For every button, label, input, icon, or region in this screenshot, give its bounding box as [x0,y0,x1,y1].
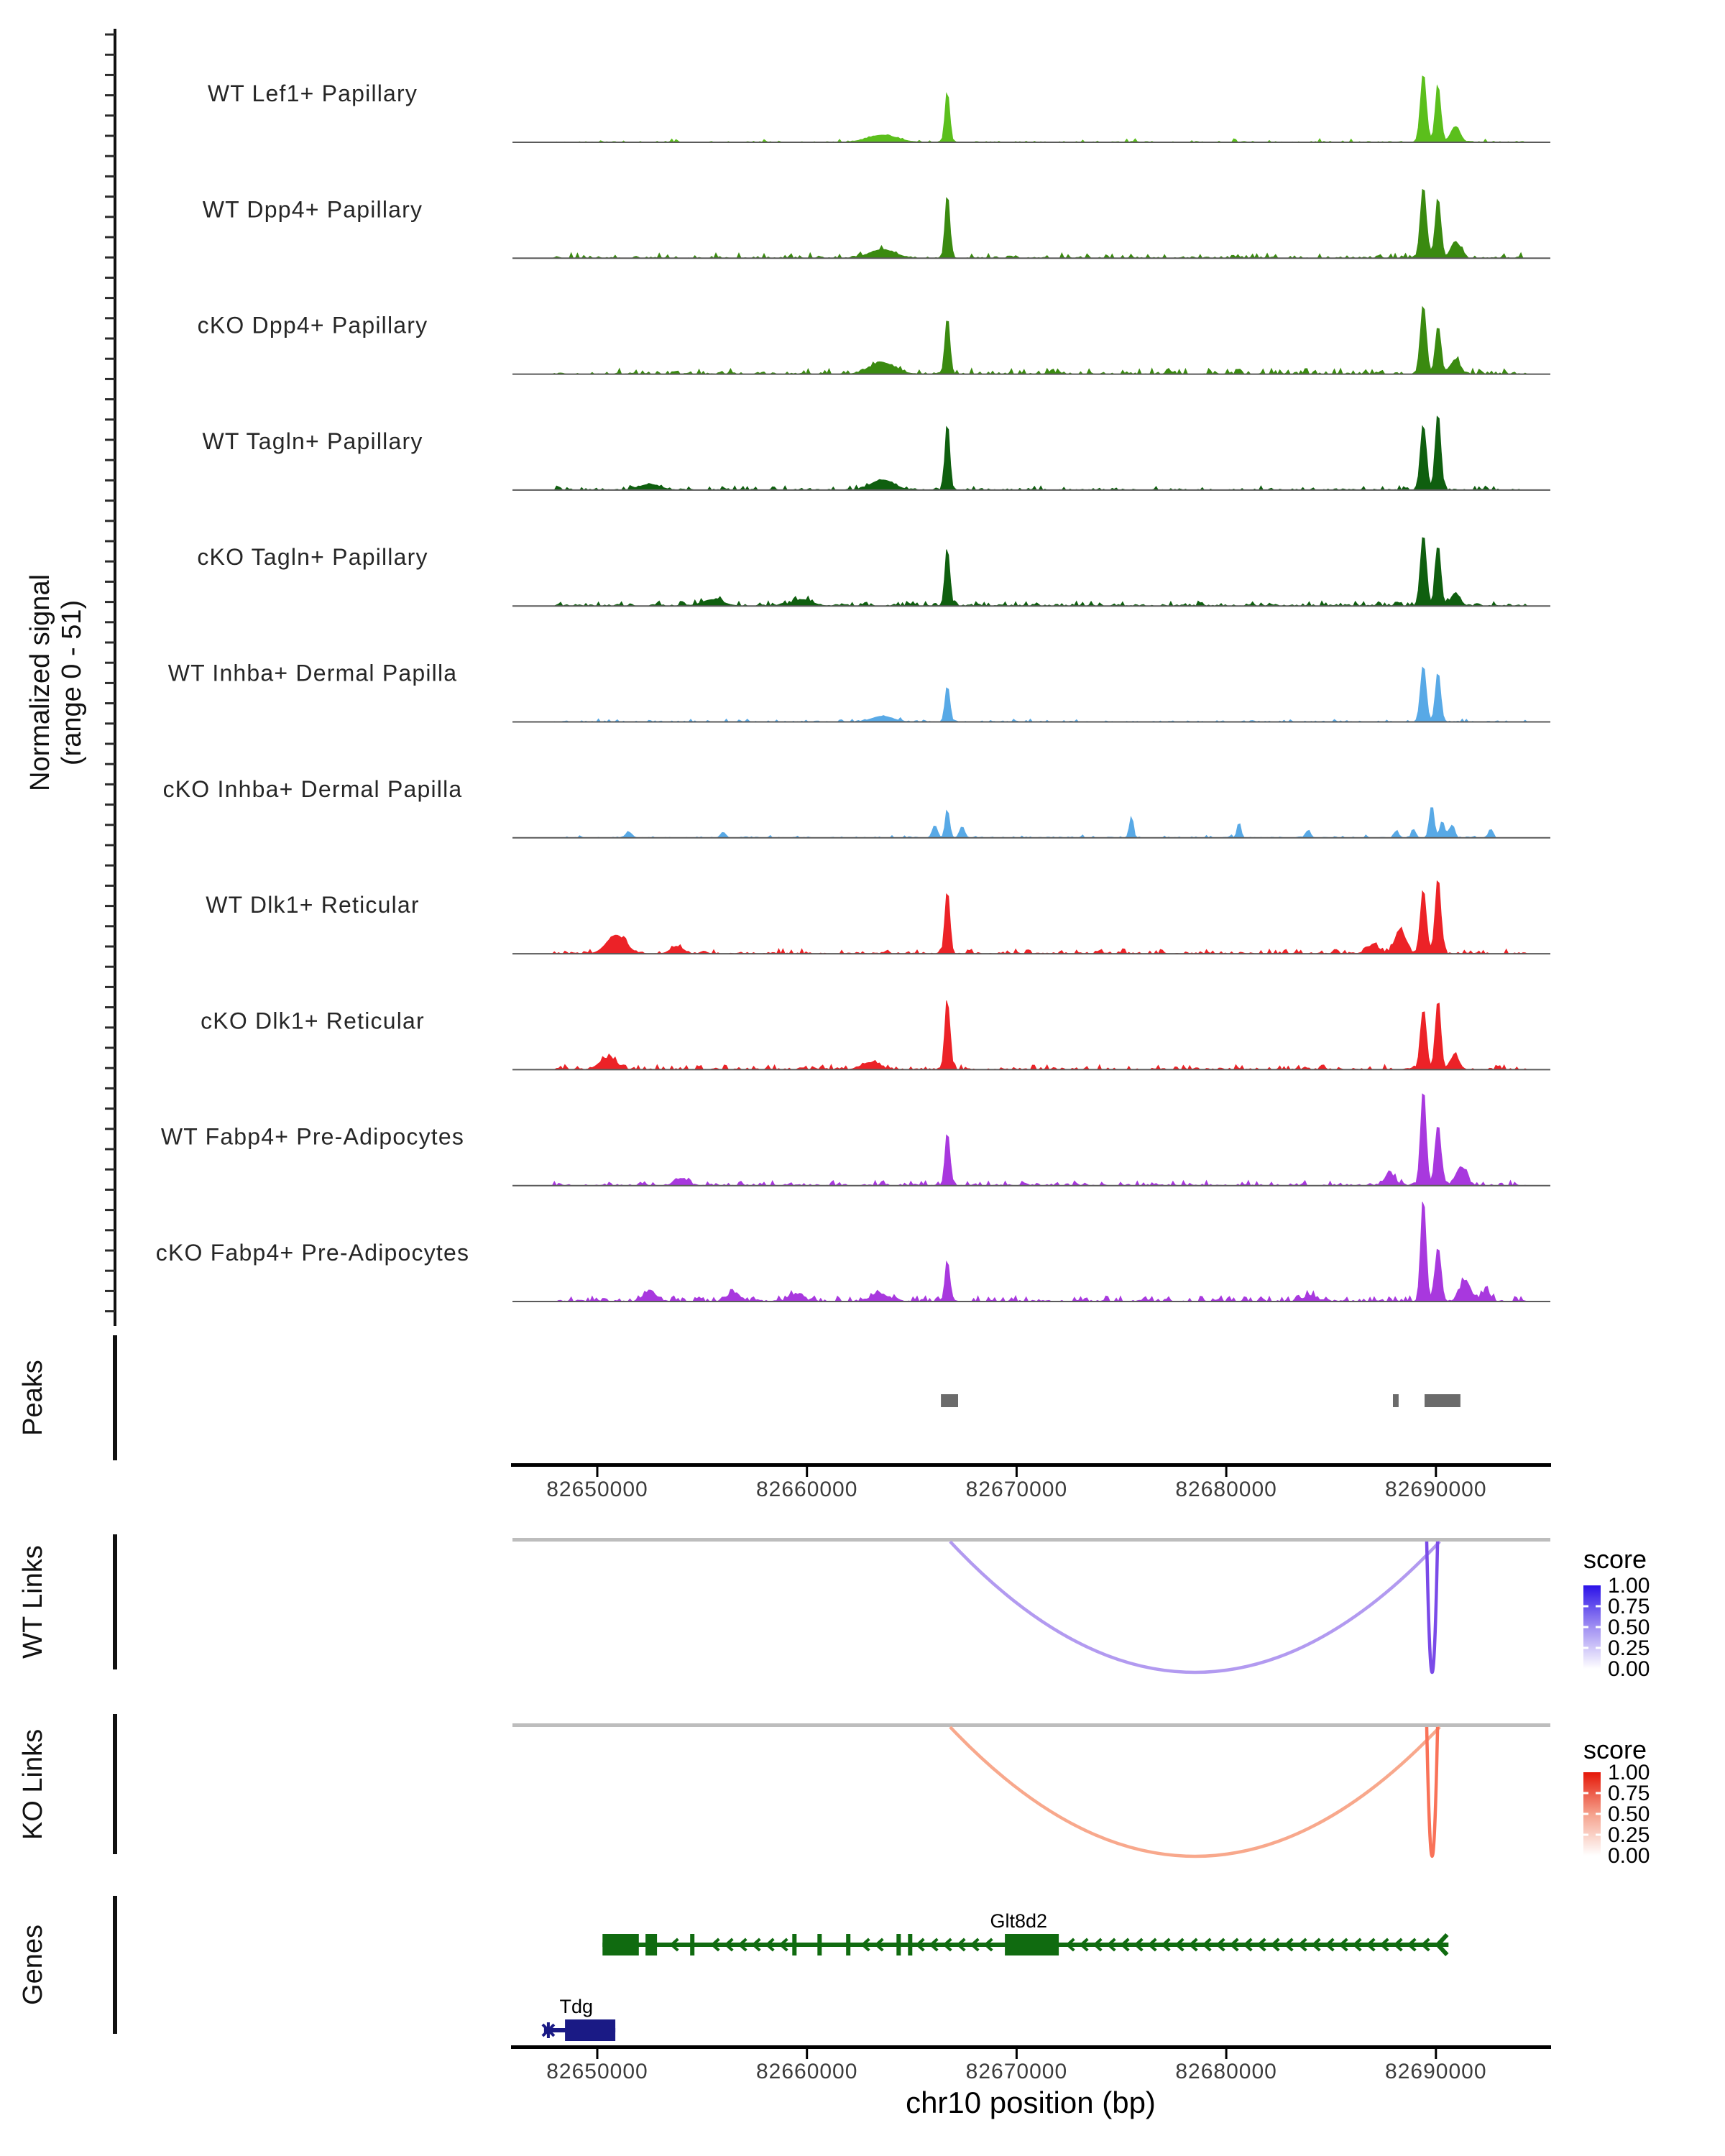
track-label: WT Lef1+ Papillary [207,80,418,106]
peak-region [1425,1394,1460,1407]
track-label: WT Inhba+ Dermal Papilla [167,660,458,686]
link-arc [950,1542,1440,1672]
genome-axis-tick-label: 82660000 [755,1478,858,1501]
y-axis-title-line2: (range 0 - 51) [57,599,87,766]
signal-tracks-panel [156,76,1550,1302]
legend-tick-label: 0.75 [1608,1782,1650,1805]
signal-track-area [512,1202,1550,1302]
links-panels [512,1538,1550,1856]
legend-tick-label: 0.50 [1608,1802,1650,1826]
gene-glt8d2 [602,1910,1448,1955]
ko-links-legend-title: score [1583,1735,1647,1764]
ko-links-track [512,1723,1550,1856]
track-label: WT Dpp4+ Papillary [202,196,423,223]
gene-tdg [543,1996,615,2041]
gene-exon [908,1934,912,1955]
signal-track-area [512,881,1550,954]
ko-links-panel-label: KO Links [18,1728,48,1841]
track-label: cKO Tagln+ Papillary [197,544,428,571]
signal-track-area [512,1000,1550,1069]
genome-axis-lower [511,2045,1551,2083]
track-label: cKO Dpp4+ Papillary [197,312,428,338]
track-label: WT Dlk1+ Reticular [206,892,420,918]
signal-y-axis [105,29,115,1326]
x-axis-title: chr10 position (bp) [906,2086,1156,2119]
legend-tick-label: 1.00 [1608,1761,1650,1784]
signal-track-area [512,76,1550,142]
signal-track-area [512,416,1550,490]
gene-exon [817,1934,822,1955]
gene-exon [846,1934,850,1955]
genome-axis-tick-label: 82690000 [1385,1478,1487,1501]
gene-name-label: Glt8d2 [990,1910,1048,1932]
genome-axis-tick-label: 82650000 [546,1478,648,1501]
signal-track-area [512,1094,1550,1186]
signal-track-area [512,808,1550,838]
peak-region [1393,1394,1399,1407]
genome-axis-line [511,1463,1551,1467]
gene-exon [792,1934,796,1955]
track-label: WT Tagln+ Papillary [202,428,423,454]
links-baseline [512,1723,1550,1727]
genome-axis-tick-label: 82680000 [1175,1478,1277,1501]
genome-axis-tick-label: 82680000 [1175,2060,1277,2083]
gene-exon [896,1934,901,1955]
legend-tick-label: 0.50 [1608,1616,1650,1639]
gene-exon [565,2019,615,2041]
wt-links-legend-title: score [1583,1544,1647,1574]
legend-tick-label: 0.25 [1608,1636,1650,1660]
track-label: cKO Fabp4+ Pre-Adipocytes [155,1240,470,1266]
genome-axis-tick-label: 82660000 [755,2060,858,2083]
genes-panel-label: Genes [18,1925,48,2005]
signal-track-area [512,538,1550,606]
gene-exon [645,1934,657,1955]
score-legends [1583,1574,1650,1868]
genome-axis-line [511,2045,1551,2049]
genome-axis-tick-label: 82670000 [965,1478,1068,1501]
wt-links-panel-label: WT Links [18,1545,48,1659]
gene-exon [690,1934,694,1955]
legend-tick-label: 0.00 [1608,1657,1650,1681]
peak-region [941,1394,958,1407]
links-baseline [512,1538,1550,1542]
wt-links-track [512,1538,1550,1672]
track-label: cKO Inhba+ Dermal Papilla [162,775,463,802]
track-label: cKO Dlk1+ Reticular [201,1008,425,1034]
genome-axis-tick-label: 82650000 [546,2060,648,2083]
genome-axis-tick-label: 82670000 [965,2060,1068,2083]
signal-track-area [512,307,1550,374]
legend-tick-label: 1.00 [1608,1574,1650,1598]
legend-tick-label: 0.75 [1608,1595,1650,1618]
genome-axis-tick-label: 82690000 [1385,2060,1487,2083]
link-arc [1427,1727,1438,1856]
gene-exon [602,1934,639,1955]
wt-score-legend [1583,1574,1650,1681]
genome-axis-upper [511,1463,1551,1501]
track-label: WT Fabp4+ Pre-Adipocytes [160,1123,465,1150]
gene-name-label: Tdg [559,1996,594,2017]
signal-track-area [512,668,1550,722]
gene-exon [1005,1934,1059,1955]
peaks-panel-label: Peaks [18,1360,48,1436]
link-arc [950,1727,1440,1856]
legend-tick-label: 0.00 [1608,1844,1650,1868]
peaks-panel [941,1394,1460,1407]
legend-tick-label: 0.25 [1608,1823,1650,1847]
y-axis-title-line1: Normalized signal [25,573,55,792]
genes-panel [543,1910,1448,2041]
link-arc [1427,1542,1438,1672]
ko-score-legend [1583,1761,1650,1868]
signal-track-area [512,190,1550,259]
